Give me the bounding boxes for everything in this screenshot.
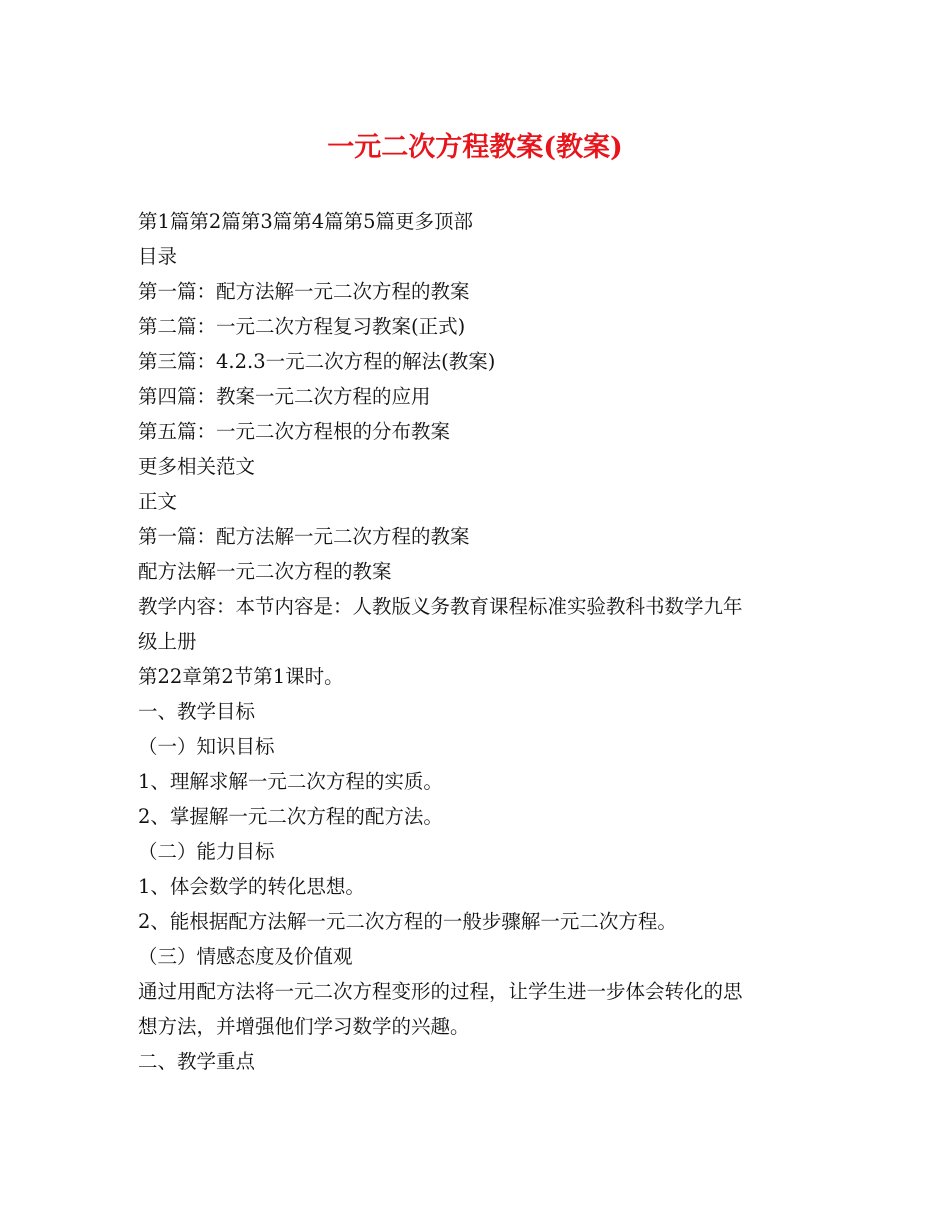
subsection-heading: （二）能力目标 [138,840,275,863]
paragraph-line: 第22章第2节第1课时。 [138,665,344,688]
paragraph-line: 想方法，并增强他们学习数学的兴趣。 [138,1015,470,1038]
section-heading: 一、教学目标 [138,700,256,723]
paragraph-line: 通过用配方法将一元二次方程变形的过程，让学生进一步体会转化的思 [138,980,743,1003]
toc-item-1[interactable]: 第一篇：配方法解一元二次方程的教案 [138,280,470,303]
toc-heading: 目录 [138,245,178,268]
list-item: 2、能根据配方法解一元二次方程的一般步骤解一元二次方程。 [138,910,677,933]
list-item: 1、理解求解一元二次方程的实质。 [138,770,443,793]
paragraph-line: 级上册 [138,630,197,653]
paragraph-line: 教学内容：本节内容是：人教版义务教育课程标准实验教科书数学九年 [138,595,743,618]
main-text-heading: 正文 [138,490,178,513]
document-body [138,204,818,1079]
section-heading: 二、教学重点 [138,1050,256,1073]
toc-item-5[interactable]: 第五篇：一元二次方程根的分布教案 [138,420,451,443]
article-heading: 第一篇：配方法解一元二次方程的教案 [138,525,470,548]
nav-links-line[interactable]: 第1篇第2篇第3篇第4篇第5篇更多顶部 [138,210,474,233]
subsection-heading: （三）情感态度及价值观 [138,945,353,968]
article-subtitle: 配方法解一元二次方程的教案 [138,560,392,583]
list-item: 1、体会数学的转化思想。 [138,875,365,898]
list-item: 2、掌握解一元二次方程的配方法。 [138,805,443,828]
toc-item-4[interactable]: 第四篇：教案一元二次方程的应用 [138,385,431,408]
subsection-heading: （一）知识目标 [138,735,275,758]
document-title: 一元二次方程教案(教案) [327,132,623,163]
toc-item-3[interactable]: 第三篇：4.2.3一元二次方程的解法(教案) [138,350,496,373]
toc-item-2[interactable]: 第二篇：一元二次方程复习教案(正式) [138,315,466,338]
more-related-link[interactable]: 更多相关范文 [138,455,256,478]
